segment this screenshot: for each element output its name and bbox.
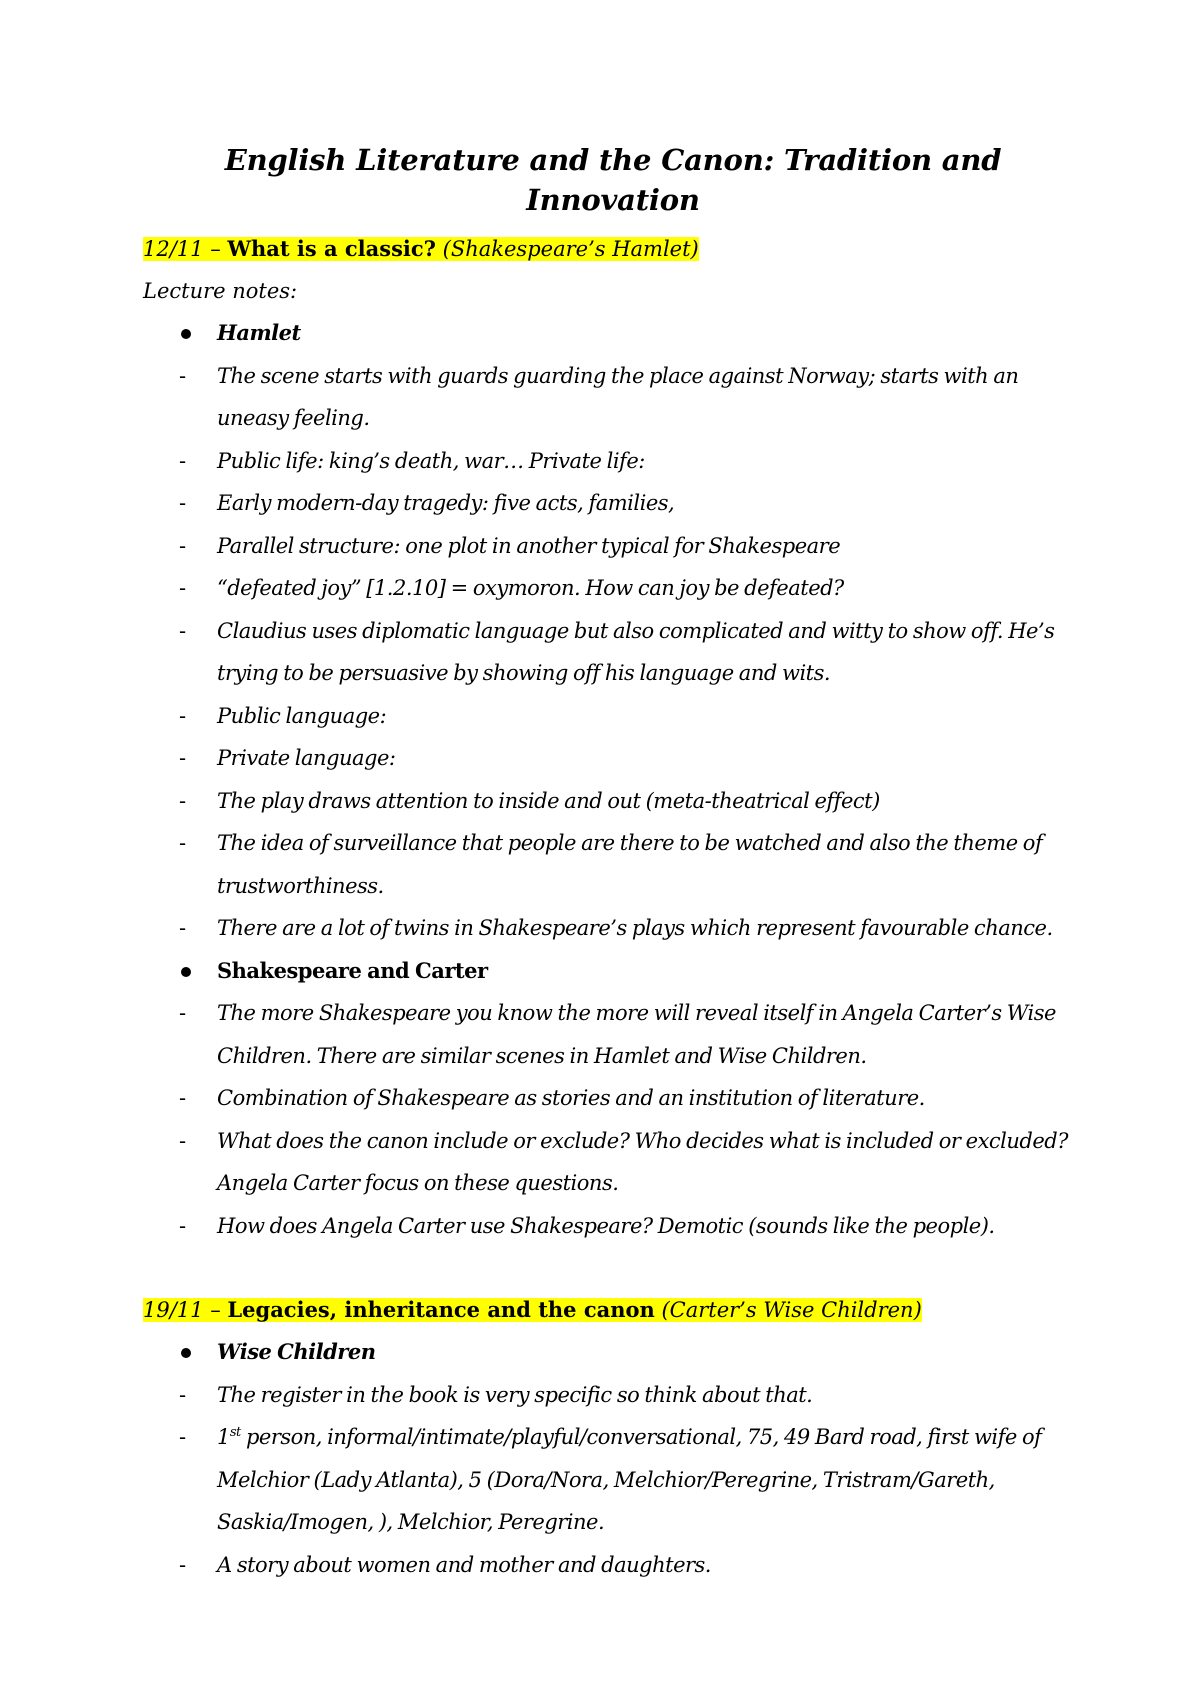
list-item [143,610,1083,695]
list-item-text [217,1425,1041,1534]
section-1-intro: Lecture notes: [143,279,298,303]
section-1-heading [143,228,1083,270]
list-item-text: Public language: [217,703,387,728]
list-item [143,992,1083,1077]
dash-marker: - [179,1425,186,1449]
section-1-dash: – [203,237,228,261]
list-item-text: Early modern-day tragedy: five acts, families, [217,491,675,515]
list-item-text: Private language: [217,746,396,770]
dash-marker: - [179,618,186,643]
list-item [143,1416,1083,1544]
section-2-dash: – [203,1298,228,1322]
list-item-text: Combination of Shakespeare as stories and an institution of literature. [217,1086,925,1110]
bullet-icon [181,329,191,339]
ordinal-suffix: st [229,1425,241,1440]
dash-marker: - [179,491,186,515]
bullet-icon [181,1348,191,1358]
list-item-text: Claudius uses diplomatic language but also complicated and witty to show off. He’s trying to be persuasive by showing off his language and wits. [217,618,1055,685]
section-2-subtitle: (Carter’s Wise Children) [654,1298,922,1322]
list-item [143,780,1083,823]
list-item [143,822,1083,907]
list-item [143,1544,1083,1587]
list-item [143,482,1083,525]
list-item [143,1120,1083,1205]
list-item [143,1077,1083,1120]
list-item [143,695,1083,738]
list-item-text: Parallel structure: one plot in another typical for Shakespeare [217,533,841,558]
list-item-text: The idea of surveillance that people are there to be watched and also the theme of trustworthiness. [217,831,1043,898]
section-2-heading [143,1289,1083,1331]
dash-marker: - [179,576,186,600]
section-1-list [143,312,1083,1247]
list-item [143,1374,1083,1417]
bullet-icon [181,967,191,977]
list-item-text: A story about women and mother and daughters. [217,1552,711,1577]
list-item [143,1331,1083,1374]
list-item [143,312,1083,355]
list-item [143,950,1083,993]
list-item-text: The scene starts with guards guarding the place against Norway; starts with an uneasy feeling. [217,363,1019,430]
dash-marker: - [179,448,186,473]
list-item-text: The play draws attention to inside and out (meta-theatrical effect) [217,788,880,813]
section-2-title: Legacies, inheritance and the canon [227,1297,655,1322]
list-item [143,525,1083,568]
dash-marker: - [179,1213,186,1238]
dash-marker: - [179,1128,186,1153]
section-1-subtitle: (Shakespeare’s Hamlet) [435,237,699,261]
list-item [143,737,1083,780]
list-item [143,440,1083,483]
dash-marker: - [179,703,186,728]
section-2 [143,1289,1083,1586]
dash-marker: - [179,1001,186,1025]
list-item-text: Wise Children [217,1339,376,1364]
list-item-text: How does Angela Carter use Shakespeare? Demotic (sounds like the people). [217,1213,995,1238]
list-item-text: Public life: king’s death, war… Private life: [217,448,645,473]
list-item [143,1205,1083,1248]
list-item-text: “defeated joy” [1.2.10] = oxymoron. How can joy be defeated? [217,576,844,600]
document-content [143,140,1083,1586]
section-1 [143,228,1083,1247]
list-item [143,907,1083,950]
dash-marker: - [179,533,186,558]
list-item [143,567,1083,610]
dash-marker: - [179,788,186,813]
section-1-title: What is a classic? [227,236,436,261]
dash-marker: - [179,916,186,940]
list-item-text: The register in the book is very specific so think about that. [217,1382,813,1407]
list-item-rest: person, informal/intimate/playful/conversational, 75, 49 Bard road, first wife of Melchior (Lady Atlanta), 5 (Dora/Nora, Melchior/Peregrine, Tristram/Gareth, Saskia/Imogen, ), Melchior, Peregrine. [217,1425,1042,1534]
list-item-text: There are a lot of twins in Shakespeare’s plays which represent favourable chance. [217,916,1053,940]
section-2-highlight [143,1298,922,1322]
dash-marker: - [179,746,186,770]
document-title: English Literature and the Canon: Tradition and Innovation [224,143,1002,217]
section-1-date: 12/11 [143,237,204,261]
section-2-list [143,1331,1083,1586]
list-item [143,355,1083,440]
list-item-text: What does the canon include or exclude? Who decides what is included or excluded? Angela Carter focus on these questions. [217,1128,1068,1195]
dash-marker: - [179,1552,186,1577]
list-item-text: Hamlet [217,320,301,345]
list-item-text: The more Shakespeare you know the more will reveal itself in Angela Carter’s Wise Children. There are similar scenes in Hamlet and Wise Children. [217,1001,1056,1068]
dash-marker: - [179,1382,186,1407]
section-spacer [143,1247,1083,1289]
dash-marker: - [179,363,186,388]
list-item-text: Shakespeare and Carter [217,957,488,983]
dash-marker: - [179,831,186,855]
ordinal-number: 1 [217,1425,230,1449]
section-1-highlight [143,237,699,261]
dash-marker: - [179,1086,186,1110]
section-2-date: 19/11 [143,1298,204,1322]
